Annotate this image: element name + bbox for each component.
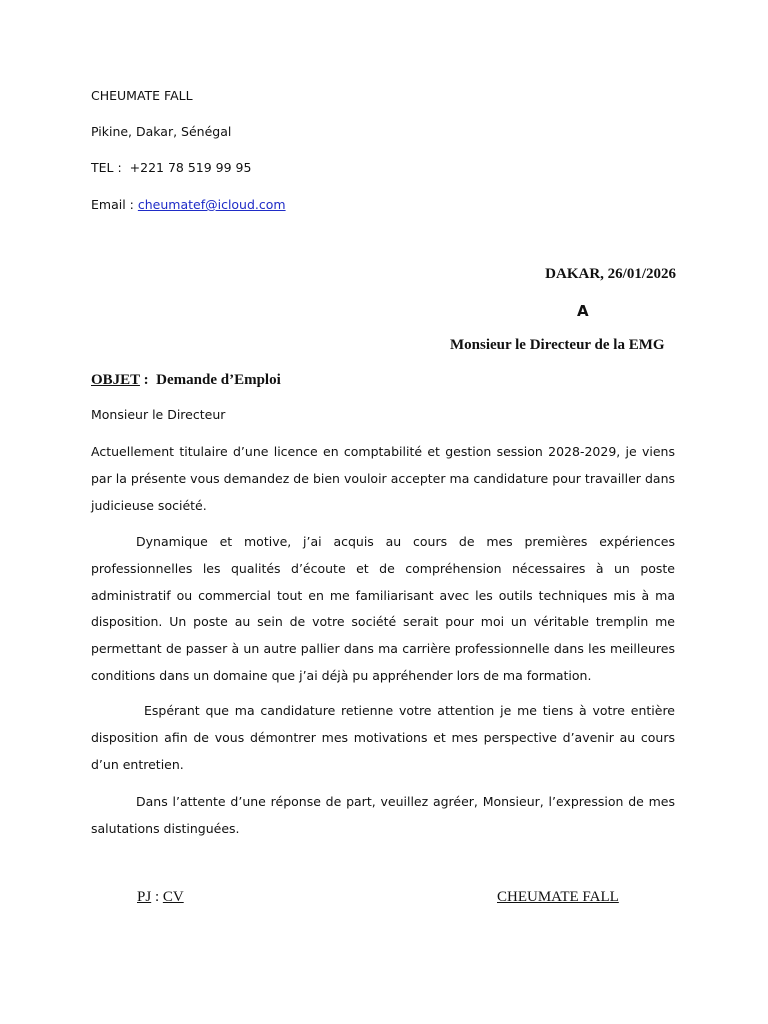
salutation: Monsieur le Directeur bbox=[91, 407, 226, 422]
subject-label: OBJET bbox=[91, 372, 140, 388]
body-paragraph: Dans l’attente d’une réponse de part, veuillez agréer, Monsieur, l’expression de mes salutations distinguées. bbox=[91, 794, 675, 836]
subject-separator: : bbox=[143, 372, 149, 388]
signature-name: CHEUMATE FALL bbox=[497, 889, 619, 905]
recipient: Monsieur le Directeur de la EMG bbox=[450, 337, 665, 353]
recipient-marker: A bbox=[577, 302, 589, 320]
sender-phone-label: TEL : bbox=[91, 160, 122, 175]
place-and-date: DAKAR, 26/01/2026 bbox=[545, 266, 676, 282]
sender-email-link[interactable]: cheumatef@icloud.com bbox=[137, 197, 286, 212]
subject-text: Demande d’Emploi bbox=[156, 372, 281, 388]
body-paragraph: Actuellement titulaire d’une licence en comptabilité et gestion session 2028-2029, je viens par la présente vous demandez de bien vouloir accepter ma candidature pour travailler dans judicieuse société. bbox=[91, 444, 675, 513]
sender-email bbox=[91, 197, 286, 213]
sender-email-label: Email : bbox=[91, 197, 134, 212]
attachment-value: CV bbox=[162, 889, 184, 905]
body-paragraph: Dynamique et motive, j’ai acquis au cours de mes premières expériences professionnelles les qualités d’écoute et de compréhension nécessaires à un poste administratif ou commercial tout en me familiarisant avec les outils techniques mis à ma disposition. Un poste au sein de votre société serait pour moi un véritable tremplin me permettant de passer à un autre pallier dans ma carrière professionnelle dans les meilleures conditions dans un domaine que j’ai déjà pu appréhender lors de ma formation. bbox=[91, 534, 675, 683]
body-paragraph: Espérant que ma candidature retienne votre attention je me tiens à votre entière disposition afin de vous démontrer mes motivations et mes perspective d’avenir au cours d’un entretien. bbox=[91, 703, 675, 772]
sender-phone-value: +221 78 519 99 95 bbox=[129, 160, 252, 175]
attachment-label: PJ bbox=[137, 889, 152, 905]
attachment-line bbox=[137, 889, 184, 906]
sender-name: CHEUMATE FALL bbox=[91, 88, 193, 103]
sender-phone bbox=[91, 160, 251, 176]
subject-line bbox=[91, 372, 281, 389]
attachment-separator: : bbox=[154, 889, 160, 905]
sender-address: Pikine, Dakar, Sénégal bbox=[91, 124, 232, 139]
